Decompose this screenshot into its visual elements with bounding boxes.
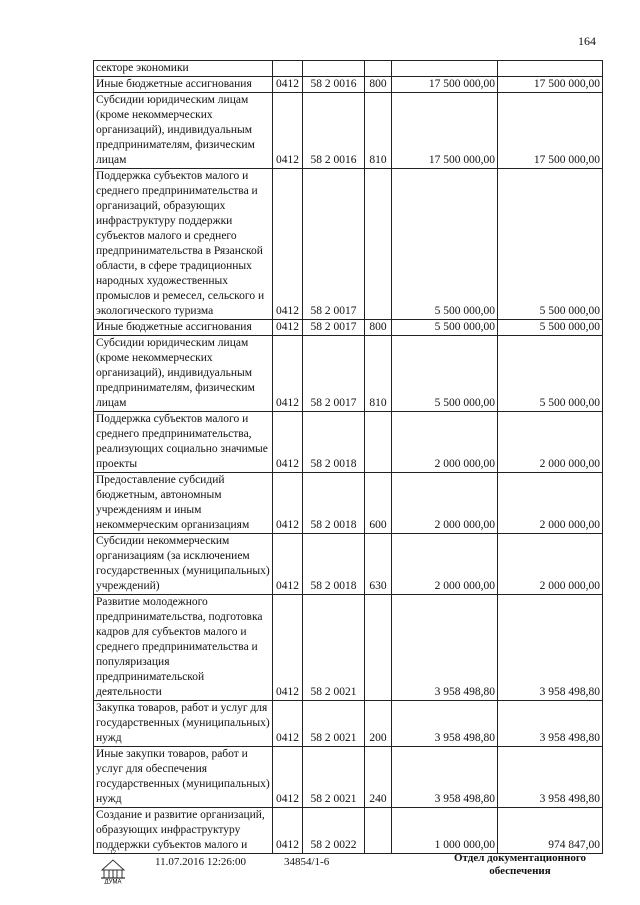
row-section — [273, 61, 303, 77]
row-section: 0412 — [273, 701, 303, 747]
row-type — [365, 61, 392, 77]
row-section: 0412 — [273, 808, 303, 854]
row-amount-1: 5 500 000,00 — [392, 169, 498, 320]
row-amount-2: 17 500 000,00 — [498, 77, 603, 93]
row-name: Предоставление субсидий бюджетным, автономным учреждениям и иным некоммерческим организациям — [94, 473, 273, 534]
row-amount-1: 17 500 000,00 — [392, 77, 498, 93]
table-row — [94, 61, 603, 77]
row-section: 0412 — [273, 473, 303, 534]
row-section: 0412 — [273, 320, 303, 336]
row-code: 58 2 0017 — [303, 320, 365, 336]
row-amount-1 — [392, 61, 498, 77]
row-amount-1: 5 500 000,00 — [392, 320, 498, 336]
row-amount-2: 3 958 498,80 — [498, 747, 603, 808]
table-row — [94, 93, 603, 169]
row-section: 0412 — [273, 534, 303, 595]
row-code: 58 2 0017 — [303, 169, 365, 320]
row-name: Иные закупки товаров, работ и услуг для обеспечения государственных (муниципальных) нужд — [94, 747, 273, 808]
row-code: 58 2 0022 — [303, 808, 365, 854]
row-type — [365, 412, 392, 473]
row-code: 58 2 0017 — [303, 336, 365, 412]
table-row — [94, 169, 603, 320]
row-amount-2: 2 000 000,00 — [498, 534, 603, 595]
department-line1: Отдел документационного — [453, 852, 587, 864]
table-row — [94, 747, 603, 808]
row-section: 0412 — [273, 595, 303, 701]
row-type: 200 — [365, 701, 392, 747]
table-row — [94, 595, 603, 701]
row-name: Поддержка субъектов малого и среднего предпринимательства, реализующих социально значимые проекты — [94, 412, 273, 473]
table-row — [94, 808, 603, 854]
row-amount-1: 1 000 000,00 — [392, 808, 498, 854]
row-amount-2: 5 500 000,00 — [498, 169, 603, 320]
footer-department — [440, 852, 600, 878]
table-row — [94, 534, 603, 595]
row-amount-1: 3 958 498,80 — [392, 701, 498, 747]
department-line2: обеспечения — [489, 865, 551, 877]
page-number: 164 — [578, 34, 596, 48]
row-code: 58 2 0021 — [303, 595, 365, 701]
row-code: 58 2 0016 — [303, 77, 365, 93]
row-type — [365, 808, 392, 854]
table-row — [94, 77, 603, 93]
row-amount-2 — [498, 61, 603, 77]
row-amount-2: 5 500 000,00 — [498, 320, 603, 336]
row-type: 810 — [365, 93, 392, 169]
row-name: Развитие молодежного предпринимательства, подготовка кадров для субъектов малого и среднего предпринимательства и популяризация предпринимательской деятельности — [94, 595, 273, 701]
budget-table — [93, 60, 603, 854]
footer — [0, 848, 640, 888]
row-name: секторе экономики — [94, 61, 273, 77]
row-amount-1: 2 000 000,00 — [392, 534, 498, 595]
row-section: 0412 — [273, 747, 303, 808]
logo-label: ДУМА — [104, 879, 122, 884]
row-type: 600 — [365, 473, 392, 534]
table-row — [94, 701, 603, 747]
row-amount-2: 2 000 000,00 — [498, 473, 603, 534]
row-name: Создание и развитие организаций, образующих инфраструктуру поддержки субъектов малого и — [94, 808, 273, 854]
row-amount-2: 5 500 000,00 — [498, 336, 603, 412]
row-code: 58 2 0021 — [303, 701, 365, 747]
table-row — [94, 412, 603, 473]
table-body — [94, 61, 603, 854]
row-code: 58 2 0021 — [303, 747, 365, 808]
row-amount-1: 2 000 000,00 — [392, 473, 498, 534]
row-type: 800 — [365, 320, 392, 336]
row-type: 240 — [365, 747, 392, 808]
row-amount-1: 3 958 498,80 — [392, 747, 498, 808]
row-type — [365, 595, 392, 701]
row-code: 58 2 0016 — [303, 93, 365, 169]
logo-number: 12 — [110, 850, 116, 856]
row-amount-1: 5 500 000,00 — [392, 336, 498, 412]
row-code: 58 2 0018 — [303, 473, 365, 534]
row-code: 58 2 0018 — [303, 412, 365, 473]
row-name: Поддержка субъектов малого и среднего предпринимательства и организаций, образующих инфраструктуру поддержки субъектов малого и среднего предпринимательства в Рязанской области, в сфере традиционных народных художественных промыслов и ремесел, сельского и экологического туризма — [94, 169, 273, 320]
row-amount-1: 17 500 000,00 — [392, 93, 498, 169]
row-type — [365, 169, 392, 320]
row-section: 0412 — [273, 336, 303, 412]
row-section: 0412 — [273, 169, 303, 320]
row-name: Иные бюджетные ассигнования — [94, 320, 273, 336]
row-code — [303, 61, 365, 77]
row-amount-2: 17 500 000,00 — [498, 93, 603, 169]
row-name: Субсидии юридическим лицам (кроме некоммерческих организаций), индивидуальным предпринимателям, физическим лицам — [94, 93, 273, 169]
row-code: 58 2 0018 — [303, 534, 365, 595]
table-row — [94, 320, 603, 336]
row-type: 630 — [365, 534, 392, 595]
row-name: Закупка товаров, работ и услуг для государственных (муниципальных) нужд — [94, 701, 273, 747]
row-section: 0412 — [273, 77, 303, 93]
table-row — [94, 336, 603, 412]
row-amount-2: 3 958 498,80 — [498, 595, 603, 701]
row-amount-1: 3 958 498,80 — [392, 595, 498, 701]
footer-datetime: 11.07.2016 12:26:00 — [155, 856, 246, 868]
row-name: Субсидии юридическим лицам (кроме некоммерческих организаций), индивидуальным предпринимателям, физическим лицам — [94, 336, 273, 412]
duma-logo-icon — [96, 848, 130, 884]
footer-doc-number: 34854/1-6 — [284, 856, 330, 868]
table-row — [94, 473, 603, 534]
row-name: Иные бюджетные ассигнования — [94, 77, 273, 93]
row-amount-2: 2 000 000,00 — [498, 412, 603, 473]
row-amount-2: 3 958 498,80 — [498, 701, 603, 747]
row-amount-2: 974 847,00 — [498, 808, 603, 854]
row-amount-1: 2 000 000,00 — [392, 412, 498, 473]
row-type: 800 — [365, 77, 392, 93]
row-type: 810 — [365, 336, 392, 412]
row-section: 0412 — [273, 412, 303, 473]
row-section: 0412 — [273, 93, 303, 169]
row-name: Субсидии некоммерческим организациям (за исключением государственных (муниципальных) учреждений) — [94, 534, 273, 595]
